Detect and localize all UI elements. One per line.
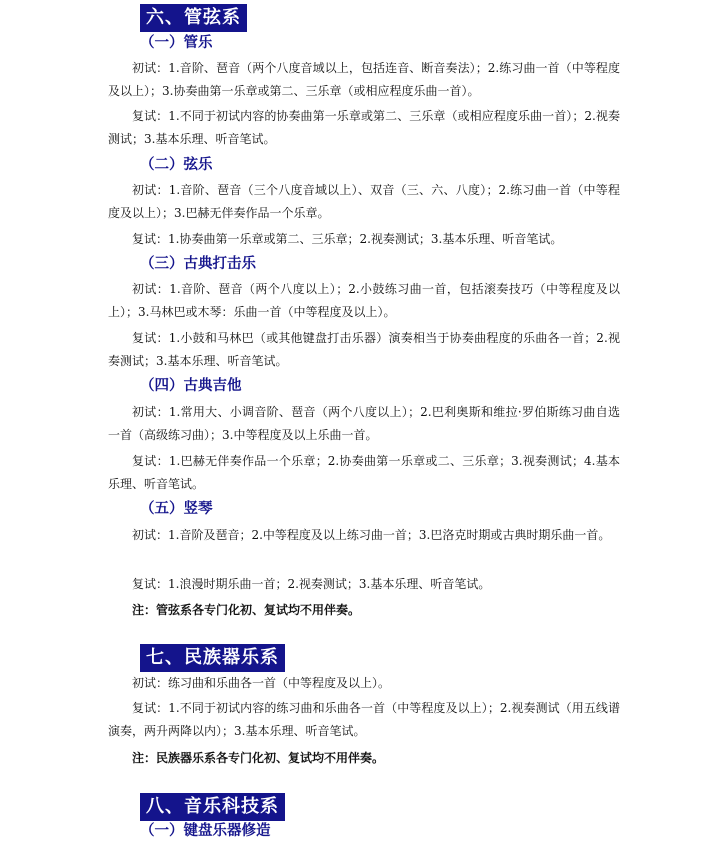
note-orchestral: 注：管弦系各专门化初、复试均不用伴奏。 [132, 603, 361, 617]
subsection-title-strings: （二）弦乐 [140, 157, 213, 173]
paragraph-guitar-second-round: 复试：1.巴赫无伴奏作品一个乐章；2.协奏曲第一乐章或二、三乐章；3.视奏测试；4.基本乐理、听音笔试。 [108, 454, 620, 491]
note-folk-instruments: 注：民族器乐系各专门化初、复试均不用伴奏。 [132, 751, 385, 765]
subsection-title-keyboard-building: （一）键盘乐器修造 [140, 823, 271, 839]
paragraph-harp-second-round: 复试：1.浪漫时期乐曲一首；2.视奏测试；3.基本乐理、听音笔试。 [132, 577, 491, 591]
paragraph-percussion-preliminary: 初试：1.音阶、琶音（两个八度以上）；2.小鼓练习曲一首，包括滚奏技巧（中等程度及以上）；3.马林巴或木琴：乐曲一首（中等程度及以上）。 [108, 282, 620, 319]
paragraph-harp-preliminary: 初试：1.音阶及琶音；2.中等程度及以上练习曲一首；3.巴洛克时期或古典时期乐曲一首。 [132, 528, 611, 542]
subsection-title-percussion: （三）古典打击乐 [140, 256, 256, 272]
subsection-title-winds: （一）管乐 [140, 35, 213, 51]
paragraph-strings-preliminary: 初试：1.音阶、琶音（三个八度音域以上）、双音（三、六、八度）；2.练习曲一首（中等程度及以上）；3.巴赫无伴奏作品一个乐章。 [108, 183, 620, 220]
section-title-orchestral: 六、管弦系 [140, 4, 247, 32]
section-title-music-technology: 八、音乐科技系 [140, 793, 285, 821]
paragraph-guitar-preliminary: 初试：1.常用大、小调音阶、琶音（两个八度以上）；2.巴利奥斯和维拉·罗伯斯练习曲自选一首（高级练习曲）；3.中等程度及以上乐曲一首。 [108, 405, 620, 442]
paragraph-folk-preliminary: 初试：练习曲和乐曲各一首（中等程度及以上）。 [132, 676, 391, 690]
paragraph-percussion-second-round: 复试：1.小鼓和马林巴（或其他键盘打击乐器）演奏相当于协奏曲程度的乐曲各一首；2.视奏测试；3.基本乐理、听音笔试。 [108, 331, 620, 368]
paragraph-winds-second-round: 复试：1.不同于初试内容的协奏曲第一乐章或第二、三乐章（或相应程度乐曲一首）；2.视奏测试；3.基本乐理、听音笔试。 [108, 109, 620, 146]
subsection-title-guitar: （四）古典吉他 [140, 378, 242, 394]
section-title-folk-instruments: 七、民族器乐系 [140, 644, 285, 672]
paragraph-strings-second-round: 复试：1.协奏曲第一乐章或第二、三乐章；2.视奏测试；3.基本乐理、听音笔试。 [132, 232, 563, 246]
paragraph-winds-preliminary: 初试：1.音阶、琶音（两个八度音域以上，包括连音、断音奏法）；2.练习曲一首（中等程度及以上）；3.协奏曲第一乐章或第二、三乐章（或相应程度乐曲一首）。 [108, 61, 620, 98]
paragraph-folk-second-round: 复试：1.不同于初试内容的练习曲和乐曲各一首（中等程度及以上）；2.视奏测试（用五线谱演奏，两升两降以内）；3.基本乐理、听音笔试。 [108, 701, 620, 738]
subsection-title-harp: （五）竖琴 [140, 501, 213, 517]
